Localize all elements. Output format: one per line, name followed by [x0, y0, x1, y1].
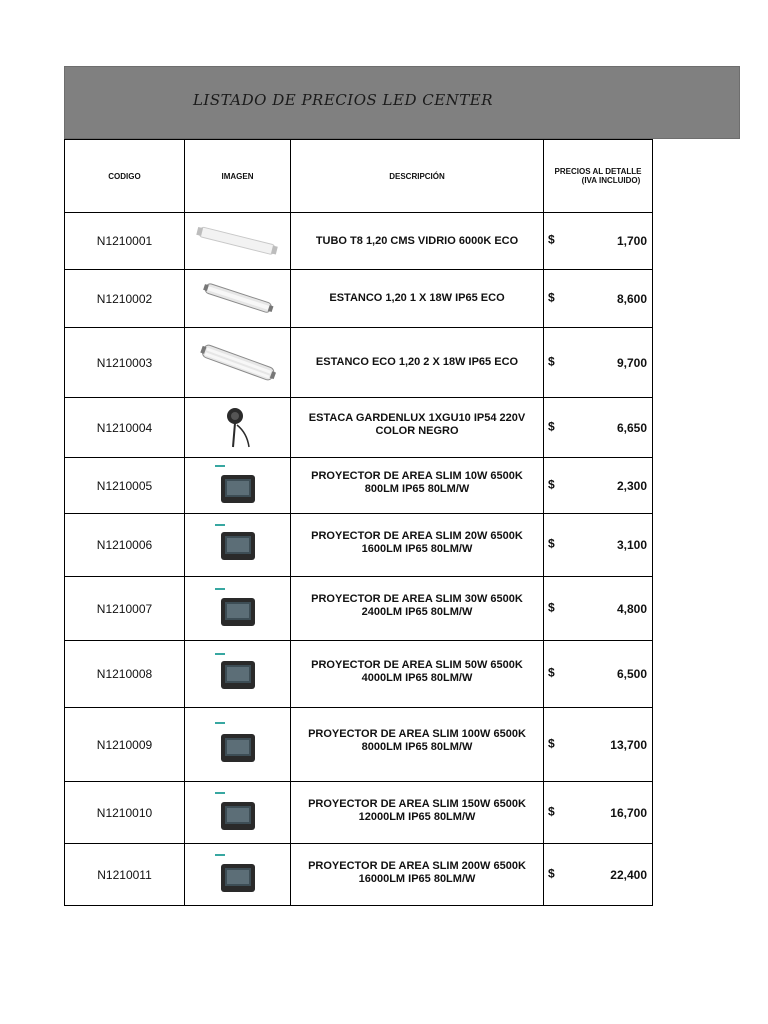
- floodlight-image: [213, 651, 263, 697]
- table-row: [65, 458, 653, 514]
- table-row: [65, 782, 653, 844]
- product-price: [544, 641, 653, 708]
- table-row: [65, 213, 653, 270]
- price-amount: 22,400: [610, 867, 647, 882]
- description-line-1: PROYECTOR DE AREA SLIM 200W 6500K: [308, 860, 526, 872]
- currency-symbol: $: [548, 665, 555, 680]
- description-line-2: 16000LM IP65 80LM/W: [358, 873, 476, 885]
- led-tube-image: [193, 221, 283, 261]
- header-precio-line2: (IVA INCLUIDO): [581, 176, 641, 185]
- price-amount: 3,100: [616, 538, 647, 552]
- waterproof-fixture-image: [198, 277, 278, 321]
- currency-symbol: $: [548, 536, 555, 551]
- currency-symbol: $: [548, 290, 555, 305]
- product-image-cell: [185, 782, 291, 844]
- product-code: N1210007: [65, 577, 185, 641]
- header-imagen: IMAGEN: [185, 140, 291, 213]
- table-row: [65, 328, 653, 398]
- product-code: N1210002: [65, 270, 185, 328]
- product-description: [291, 708, 544, 782]
- description-line-2: 2400LM IP65 80LM/W: [361, 606, 473, 618]
- currency-symbol: $: [548, 736, 555, 751]
- product-image-cell: [185, 398, 291, 458]
- description-line-1: TUBO T8 1,20 CMS VIDRIO 6000K ECO: [315, 234, 519, 247]
- table-row: [65, 398, 653, 458]
- waterproof-fixture-image: [196, 338, 280, 388]
- table-row: [65, 708, 653, 782]
- header-row: [65, 140, 653, 213]
- product-image-cell: [185, 641, 291, 708]
- description-line-1: PROYECTOR DE AREA SLIM 20W 6500K: [311, 530, 523, 542]
- floodlight-image: [213, 586, 263, 632]
- product-code: N1210010: [65, 782, 185, 844]
- currency-symbol: $: [548, 354, 555, 369]
- product-description: [291, 641, 544, 708]
- product-image-cell: [185, 577, 291, 641]
- product-description: [291, 213, 544, 270]
- description-line-2: 8000LM IP65 80LM/W: [361, 741, 473, 753]
- product-code: N1210006: [65, 514, 185, 577]
- product-description: [291, 782, 544, 844]
- price-amount: 1,700: [616, 234, 647, 248]
- product-image-cell: [185, 328, 291, 398]
- product-price: [544, 708, 653, 782]
- table-row: [65, 514, 653, 577]
- product-code: N1210001: [65, 213, 185, 270]
- description-line-2: 800LM IP65 80LM/W: [364, 483, 470, 495]
- product-code: N1210004: [65, 398, 185, 458]
- description-line-1: PROYECTOR DE AREA SLIM 50W 6500K: [311, 659, 523, 671]
- price-amount: 13,700: [610, 737, 647, 752]
- description-line-1: ESTANCO 1,20 1 X 18W IP65 ECO: [329, 292, 505, 304]
- header-codigo: CODIGO: [65, 140, 185, 213]
- product-price: [544, 458, 653, 514]
- description-line-2: 4000LM IP65 80LM/W: [361, 672, 473, 684]
- product-price: [544, 577, 653, 641]
- currency-symbol: $: [548, 600, 555, 615]
- description-line-1: PROYECTOR DE AREA SLIM 10W 6500K: [311, 470, 523, 482]
- table-row: [65, 577, 653, 641]
- floodlight-image: [213, 790, 263, 836]
- floodlight-image: [213, 720, 263, 770]
- price-table: [64, 139, 653, 906]
- header-precio-line1: PRECIOS AL DETALLE: [554, 167, 642, 176]
- price-amount: 8,600: [616, 291, 647, 306]
- price-amount: 6,650: [616, 420, 647, 435]
- currency-symbol: $: [548, 477, 555, 492]
- product-image-cell: [185, 213, 291, 270]
- product-price: [544, 514, 653, 577]
- header-descripcion: DESCRIPCIÓN: [291, 140, 544, 213]
- product-code: N1210003: [65, 328, 185, 398]
- description-line-1: PROYECTOR DE AREA SLIM 30W 6500K: [311, 593, 523, 605]
- product-image-cell: [185, 458, 291, 514]
- product-price: [544, 270, 653, 328]
- floodlight-image: [213, 852, 263, 898]
- description-line-1: PROYECTOR DE AREA SLIM 100W 6500K: [308, 728, 526, 740]
- price-amount: 4,800: [616, 601, 647, 616]
- product-image-cell: [185, 514, 291, 577]
- description-line-2: 12000LM IP65 80LM/W: [358, 811, 476, 823]
- page-title: LISTADO DE PRECIOS LED CENTER: [192, 91, 494, 109]
- price-amount: 2,300: [616, 478, 647, 493]
- product-price: [544, 328, 653, 398]
- description-line-2: 1600LM IP65 80LM/W: [361, 543, 473, 555]
- product-description: [291, 514, 544, 577]
- price-amount: 9,700: [616, 355, 647, 370]
- product-description: [291, 398, 544, 458]
- currency-symbol: $: [548, 804, 555, 819]
- product-description: [291, 458, 544, 514]
- table-row: [65, 641, 653, 708]
- product-code: N1210008: [65, 641, 185, 708]
- floodlight-image: [213, 463, 263, 509]
- product-code: N1210011: [65, 844, 185, 906]
- product-image-cell: [185, 844, 291, 906]
- product-code: N1210005: [65, 458, 185, 514]
- description-line-2: COLOR NEGRO: [375, 425, 459, 437]
- description-line-1: PROYECTOR DE AREA SLIM 150W 6500K: [308, 798, 526, 810]
- currency-symbol: $: [548, 419, 555, 434]
- product-image-cell: [185, 708, 291, 782]
- description-line-1: ESTANCO ECO 1,20 2 X 18W IP65 ECO: [315, 356, 519, 368]
- product-price: [544, 213, 653, 270]
- garden-spike-image: [213, 403, 263, 453]
- product-price: [544, 844, 653, 906]
- table-row: [65, 270, 653, 328]
- title-banner: [64, 66, 740, 139]
- header-precio: [544, 140, 653, 213]
- description-line-1: ESTACA GARDENLUX 1XGU10 IP54 220V: [308, 412, 526, 424]
- floodlight-image: [213, 522, 263, 568]
- product-code: N1210009: [65, 708, 185, 782]
- currency-symbol: $: [548, 866, 555, 881]
- table-row: [65, 844, 653, 906]
- price-amount: 16,700: [610, 805, 647, 820]
- product-description: [291, 577, 544, 641]
- product-description: [291, 328, 544, 398]
- product-price: [544, 782, 653, 844]
- product-description: [291, 270, 544, 328]
- product-description: [291, 844, 544, 906]
- product-image-cell: [185, 270, 291, 328]
- price-amount: 6,500: [616, 667, 647, 681]
- product-price: [544, 398, 653, 458]
- currency-symbol: $: [548, 232, 555, 247]
